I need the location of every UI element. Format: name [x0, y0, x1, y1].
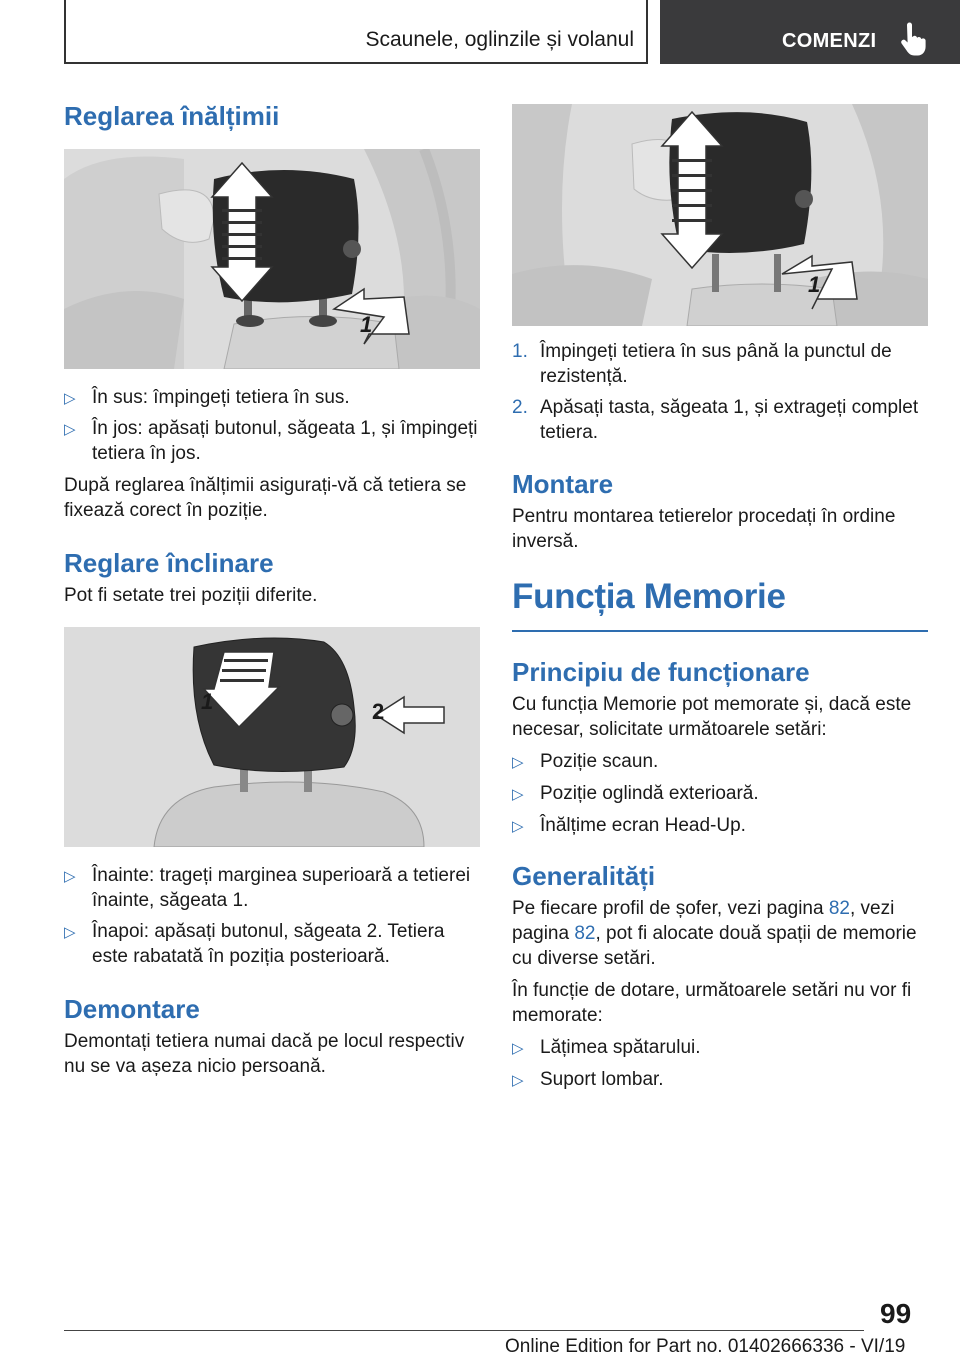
bullet-marker: ▷ — [512, 786, 524, 803]
numbered-item: 2. Apăsați tasta, săgeata 1, și extrageți complet tetiera. — [512, 397, 919, 443]
bullet-marker: ▷ — [64, 421, 76, 438]
footer-rule — [64, 1330, 864, 1331]
headrest-removal-illustration — [512, 104, 928, 326]
heading-inaltime: Reglarea înălțimii — [64, 101, 280, 131]
bullet-item: ▷ Suport lombar. — [512, 1067, 928, 1092]
heading-principiu: Principiu de funcționare — [512, 657, 810, 687]
paragraph: În funcție de dotare, următoarele setări nu vor fi memorate: — [512, 980, 912, 1026]
bullet-item: ▷ Poziție oglindă exterioară. — [512, 781, 928, 806]
bullet-item: ▷ Înainte: trageți marginea superioară a tetierei înainte, săgeata 1. — [64, 865, 471, 911]
bullet-item: ▷ Lățimea spătarului. — [512, 1035, 928, 1060]
bullet-item: ▷ Înălțime ecran Head-Up. — [512, 813, 928, 838]
bullet-marker: ▷ — [512, 1072, 524, 1089]
bullet-marker: ▷ — [512, 818, 524, 835]
fig3-arrow-label: 1 — [808, 272, 821, 297]
page-number: 99 — [880, 1298, 912, 1329]
bullet-item: ▷ Înapoi: apăsați butonul, săgeata 2. Tetiera este rabatată în poziția posterioară. — [64, 921, 445, 967]
paragraph: Pot fi setate trei poziții diferite. — [64, 585, 318, 606]
fig2-arrow-label-1: 1 — [201, 689, 214, 714]
left-column — [64, 100, 480, 1079]
section-title: Scaunele, oglinzile și volanul — [365, 28, 634, 51]
figure-removal — [512, 104, 928, 326]
fig1-arrow-label: 1 — [360, 312, 373, 337]
bullet-item: ▷ Poziție scaun. — [512, 749, 928, 774]
page-link[interactable]: 82 — [574, 923, 596, 944]
heading-montare: Montare — [512, 469, 614, 499]
headrest-tilt-illustration — [64, 627, 480, 847]
pointing-hand-icon — [896, 22, 932, 58]
chapter-tab[interactable] — [660, 0, 960, 64]
bullet-marker: ▷ — [64, 924, 76, 941]
figure-height-adjust — [64, 149, 480, 369]
paragraph: Pe fiecare profil de șofer, vezi pagina 82, vezi pagina 82, pot fi alocate două spații de memorie cu diverse setări. — [512, 898, 917, 969]
paragraph: Pentru montarea tetierelor procedați în ordine inversă. — [512, 506, 896, 552]
headrest-height-illustration — [64, 149, 480, 369]
bullet-item: ▷ În sus: împingeți tetiera în sus. — [64, 385, 480, 410]
heading-generalitati: Generalități — [512, 861, 656, 891]
paragraph: Demontați tetiera numai dacă pe locul respectiv nu se va așeza nicio persoană. — [64, 1031, 465, 1077]
bullet-item: ▷ În jos: apăsați butonul, săgeata 1, și împingeți tetiera în jos. — [64, 418, 478, 464]
heading-functia-memorie: Funcția Memorie — [512, 577, 786, 616]
bullet-marker: ▷ — [512, 754, 524, 771]
chapter-tab-label: COMENZI — [782, 30, 877, 52]
numbered-item: 1. Împingeți tetiera în sus până la punctul de rezistență. — [512, 341, 892, 387]
footer-edition: Online Edition for Part no. 01402666336 - VI/19 — [505, 1336, 906, 1357]
heading-demontare: Demontare — [64, 994, 200, 1024]
figure-tilt-adjust — [64, 627, 480, 847]
bullet-marker: ▷ — [64, 868, 76, 885]
bullet-marker: ▷ — [512, 1040, 524, 1057]
fig2-arrow-label-2: 2 — [372, 699, 385, 724]
right-column — [512, 104, 928, 1092]
page-link[interactable]: 82 — [828, 898, 850, 919]
paragraph: După reglarea înălțimii asigurați-vă că tetiera se fixează corect în poziție. — [64, 475, 467, 521]
bullet-marker: ▷ — [64, 390, 76, 407]
header-section-box — [64, 0, 648, 64]
paragraph: Cu funcția Memorie pot memorate și, dacă este necesar, solicitate următoarele setări: — [512, 694, 912, 740]
heading-inclinare: Reglare înclinare — [64, 548, 274, 578]
heading-rule — [512, 630, 928, 632]
